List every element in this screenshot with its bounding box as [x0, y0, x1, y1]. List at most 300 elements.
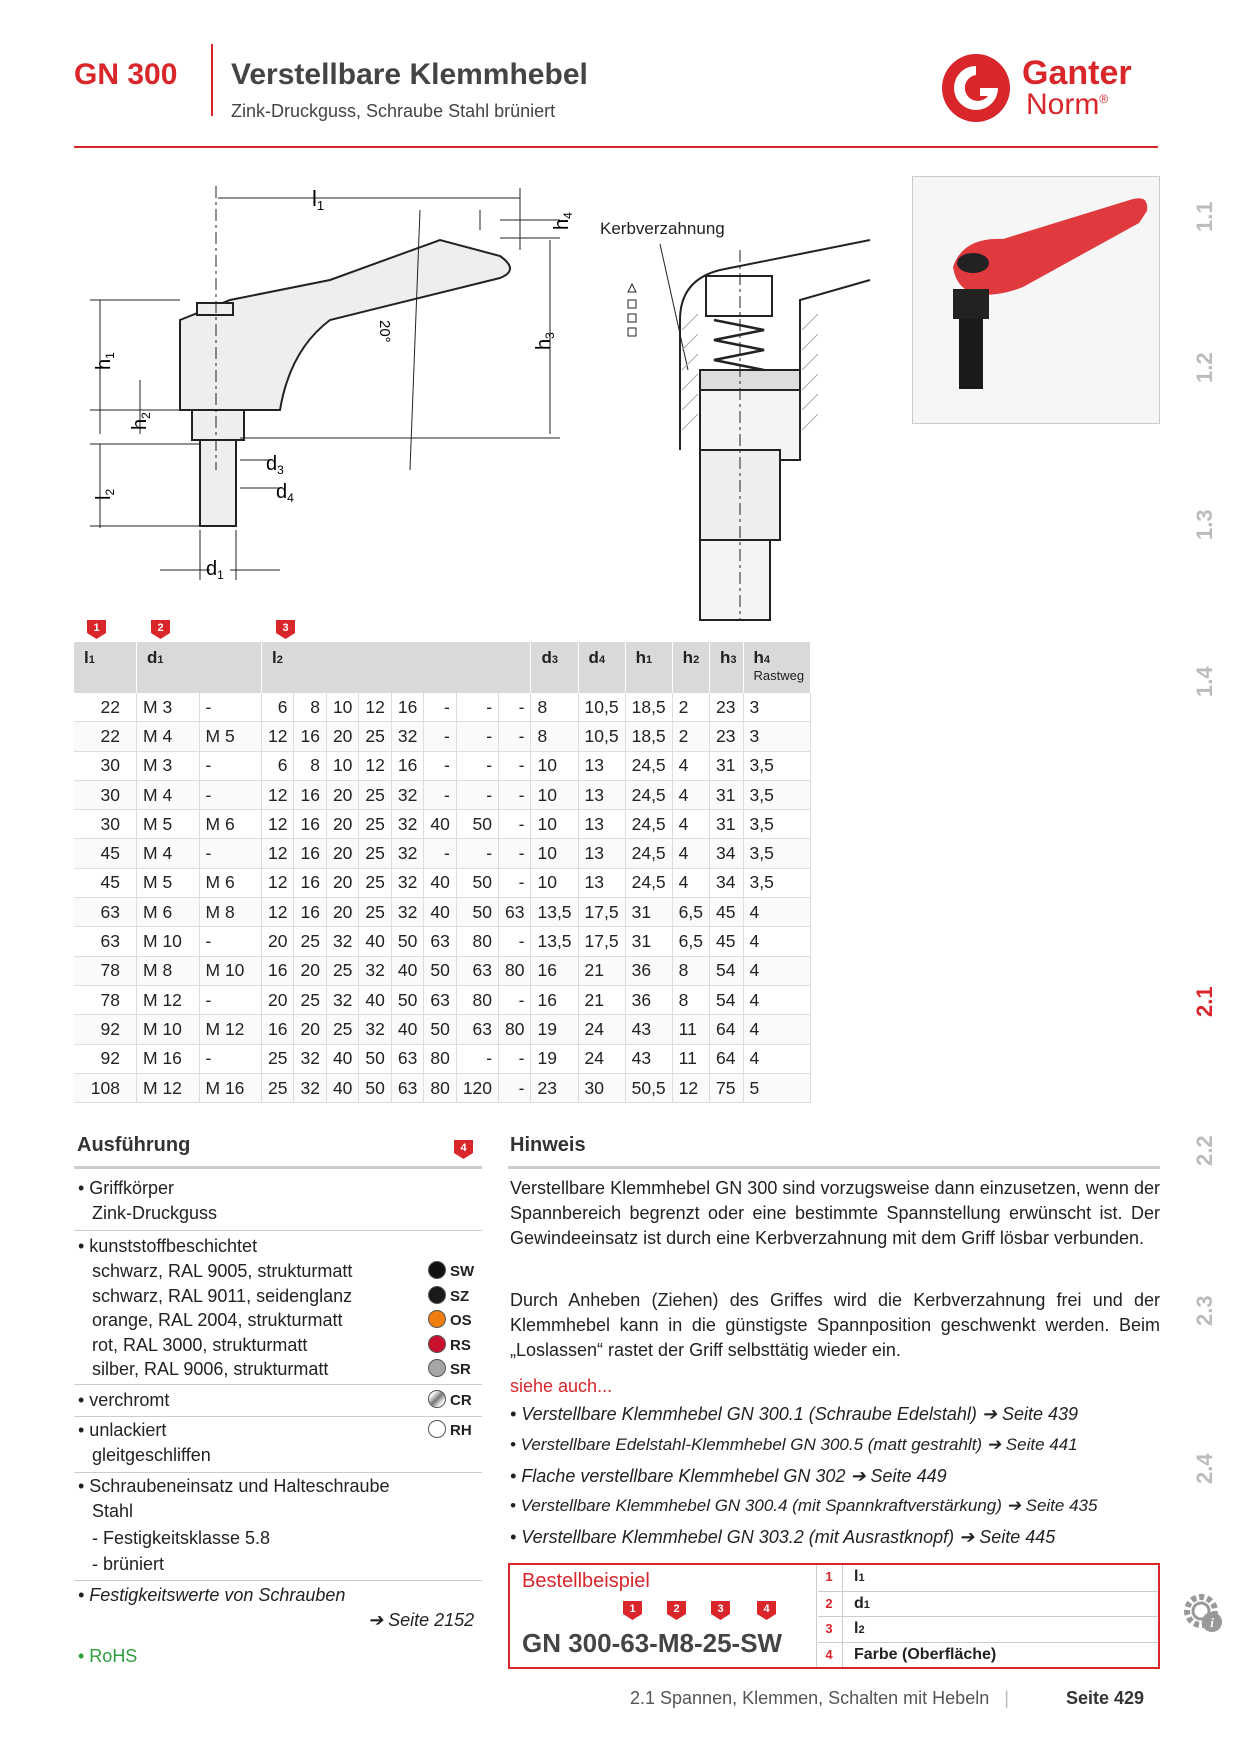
svg-text:h3: $h_3$: [533, 332, 557, 350]
table-cell: 108: [74, 1073, 137, 1102]
legend-number: 2: [825, 1595, 833, 1611]
table-cell: 4: [672, 810, 709, 839]
table-cell: 54: [710, 985, 744, 1014]
table-cell: 32: [326, 985, 358, 1014]
tab-2-2[interactable]: 2.2: [1192, 1135, 1217, 1167]
see-also-link[interactable]: • Flache verstellbare Klemmhebel GN 302 ➔ Seite 449: [510, 1466, 947, 1486]
table-cell: -: [499, 1073, 531, 1102]
table-cell: 25: [359, 722, 391, 751]
order-legend-row: [818, 1642, 1158, 1668]
table-cell: 31: [710, 751, 744, 780]
table-cell: 32: [359, 1015, 391, 1044]
table-cell: 50: [424, 956, 456, 985]
table-cell: 6,5: [672, 898, 709, 927]
table-cell: 40: [424, 868, 456, 897]
table-cell: 10: [531, 839, 578, 868]
rohs-item: • RoHS: [78, 1646, 138, 1666]
hinweis-heading: Hinweis: [510, 1134, 586, 1156]
table-cell: -: [424, 751, 456, 780]
table-cell: 63: [499, 898, 531, 927]
table-cell: M 3: [137, 693, 200, 722]
table-cell: 4: [672, 751, 709, 780]
table-cell: 43: [625, 1015, 672, 1044]
table-cell: 25: [326, 956, 358, 985]
table-cell: M 10: [199, 956, 262, 985]
table-cell: -: [456, 780, 498, 809]
color-dot-icon: [428, 1335, 446, 1353]
table-cell: 16: [262, 1015, 294, 1044]
table-row: [74, 780, 811, 809]
table-cell: 22: [74, 693, 137, 722]
color-code: SR: [450, 1361, 471, 1378]
table-cell: 25: [359, 780, 391, 809]
table-cell: 24: [578, 1015, 625, 1044]
table-cell: 80: [424, 1044, 456, 1073]
marker-1: 1: [87, 620, 106, 639]
raw-dot-icon: [428, 1420, 446, 1438]
tab-2-4[interactable]: 2.4: [1192, 1453, 1217, 1485]
color-dot-icon: [428, 1286, 446, 1304]
table-cell: 25: [262, 1044, 294, 1073]
table-cell: 63: [456, 1015, 498, 1044]
lever-dimension-drawing: [80, 170, 575, 590]
table-cell: -: [499, 810, 531, 839]
table-cell: -: [499, 868, 531, 897]
table-cell: 31: [710, 780, 744, 809]
table-cell: 25: [359, 898, 391, 927]
table-cell: 25: [262, 1073, 294, 1102]
table-cell: 13,5: [531, 927, 578, 956]
color-option-text: silber, RAL 9006, strukturmatt: [92, 1359, 329, 1379]
svg-text:Kerbverzahnung: Kerbverzahnung: [600, 219, 725, 238]
table-cell: 3,5: [743, 780, 811, 809]
table-cell: 8: [294, 751, 326, 780]
tab-1-1[interactable]: 1.1: [1192, 201, 1217, 233]
table-header-row: [74, 642, 811, 693]
table-cell: 24,5: [625, 868, 672, 897]
table-cell: 40: [424, 810, 456, 839]
th-h1: h1: [625, 642, 672, 693]
table-cell: 40: [391, 956, 423, 985]
color-code-chip: [428, 1286, 469, 1305]
table-cell: 45: [74, 868, 137, 897]
table-cell: 36: [625, 956, 672, 985]
logo-text-norm: Norm®: [1026, 88, 1109, 121]
table-cell: 50: [391, 927, 423, 956]
table-cell: M 10: [137, 1015, 200, 1044]
table-cell: 54: [710, 956, 744, 985]
order-marker-4: 4: [757, 1601, 776, 1620]
table-cell: 12: [359, 693, 391, 722]
table-cell: 50: [424, 1015, 456, 1044]
table-cell: 50,5: [625, 1073, 672, 1102]
schraube-material: Stahl: [92, 1501, 134, 1521]
table-cell: 16: [391, 751, 423, 780]
table-cell: 32: [294, 1073, 326, 1102]
table-cell: 12: [262, 898, 294, 927]
table-cell: 50: [456, 898, 498, 927]
table-cell: -: [456, 693, 498, 722]
svg-text:d1: $d_1$: [206, 558, 224, 582]
table-row: [74, 1073, 811, 1102]
color-option-text: schwarz, RAL 9011, seidenglanz: [92, 1285, 353, 1306]
table-cell: 10,5: [578, 722, 625, 751]
unlack-item: • unlackiert: [78, 1420, 167, 1440]
table-cell: 16: [391, 693, 423, 722]
table-cell: 23: [710, 722, 744, 751]
order-marker-2: 2: [667, 1601, 686, 1620]
table-cell: M 5: [137, 868, 200, 897]
ausfuehrung-heading: Ausführung: [77, 1134, 191, 1156]
table-cell: 11: [672, 1015, 709, 1044]
table-cell: 75: [710, 1073, 744, 1102]
table-cell: 13: [578, 839, 625, 868]
table-cell: 25: [294, 927, 326, 956]
table-cell: -: [199, 780, 262, 809]
table-cell: -: [424, 780, 456, 809]
table-cell: 25: [359, 839, 391, 868]
table-cell: 40: [424, 898, 456, 927]
separator: [74, 1384, 482, 1385]
table-cell: 40: [326, 1044, 358, 1073]
order-marker-1: 1: [623, 1601, 642, 1620]
see-also-link[interactable]: • Verstellbare Klemmhebel GN 300.1 (Schraube Edelstahl) ➔ Seite 439: [510, 1404, 1079, 1424]
table-cell: M 12: [137, 985, 200, 1014]
table-cell: 10: [531, 810, 578, 839]
table-cell: 23: [710, 693, 744, 722]
code-cr: CR: [428, 1390, 472, 1409]
dimension-table: [74, 642, 811, 1103]
table-cell: 12: [262, 780, 294, 809]
table-cell: M 4: [137, 839, 200, 868]
svg-text:h1: $h_1$: [93, 352, 117, 370]
table-cell: 50: [391, 985, 423, 1014]
table-cell: 12: [262, 722, 294, 751]
table-cell: 32: [359, 956, 391, 985]
table-cell: M 6: [199, 810, 262, 839]
table-cell: 31: [625, 898, 672, 927]
product-photo: [912, 176, 1160, 424]
table-cell: -: [499, 780, 531, 809]
table-cell: M 4: [137, 722, 200, 751]
table-cell: -: [424, 693, 456, 722]
table-cell: 3: [743, 722, 811, 751]
order-marker-3: 3: [711, 1601, 730, 1620]
table-cell: -: [456, 722, 498, 751]
table-cell: 4: [672, 868, 709, 897]
table-cell: 78: [74, 985, 137, 1014]
table-cell: 45: [710, 898, 744, 927]
table-cell: 32: [326, 927, 358, 956]
table-cell: 63: [74, 898, 137, 927]
table-cell: -: [456, 751, 498, 780]
tab-2-3[interactable]: 2.3: [1192, 1295, 1217, 1327]
separator: [74, 1416, 482, 1417]
table-cell: 63: [424, 927, 456, 956]
table-cell: 16: [294, 898, 326, 927]
table-cell: 13: [578, 810, 625, 839]
table-cell: 25: [294, 985, 326, 1014]
chrome-dot-icon: [428, 1390, 446, 1408]
table-cell: -: [199, 985, 262, 1014]
table-cell: 40: [326, 1073, 358, 1102]
table-cell: 50: [456, 810, 498, 839]
table-cell: 17,5: [578, 898, 625, 927]
table-cell: 11: [672, 1044, 709, 1073]
see-also-link[interactable]: • Verstellbare Klemmhebel GN 303.2 (mit Ausrastknopf) ➔ Seite 445: [510, 1527, 1056, 1547]
table-cell: 4: [743, 1015, 811, 1044]
table-cell: 10: [531, 780, 578, 809]
table-cell: 18,5: [625, 693, 672, 722]
order-legend-row: [818, 1591, 1158, 1617]
table-cell: 50: [456, 868, 498, 897]
color-code-chip: [428, 1359, 471, 1378]
table-cell: 63: [391, 1073, 423, 1102]
table-cell: 23: [531, 1073, 578, 1102]
table-row: [74, 722, 811, 751]
festigkeitswerte-link[interactable]: • Festigkeitswerte von Schrauben: [78, 1585, 346, 1605]
table-cell: -: [499, 985, 531, 1014]
table-cell: M 6: [199, 868, 262, 897]
tab-1-4[interactable]: 1.4: [1192, 666, 1217, 698]
th-h2: h2: [672, 642, 709, 693]
legend-number: 3: [825, 1621, 833, 1636]
ganter-logo-icon: [940, 52, 1012, 124]
color-dot-icon: [428, 1261, 446, 1279]
table-cell: M 6: [137, 898, 200, 927]
th-d4: d4: [578, 642, 625, 693]
color-code-chip: [428, 1335, 471, 1354]
table-cell: 20: [326, 898, 358, 927]
svg-text:l1: l1: [312, 186, 325, 213]
table-cell: -: [199, 693, 262, 722]
order-legend-divider: [816, 1565, 817, 1667]
gear-info-icon[interactable]: [1180, 1590, 1226, 1636]
table-cell: -: [424, 839, 456, 868]
see-also-link[interactable]: • Verstellbare Klemmhebel GN 300.4 (mit Spannkraftverstärkung) ➔ Seite 435: [510, 1496, 1098, 1515]
festigkeitsklasse: - Festigkeitsklasse 5.8: [92, 1528, 271, 1548]
table-cell: 16: [262, 956, 294, 985]
tab-1-2[interactable]: 1.2: [1192, 352, 1217, 384]
table-cell: 3,5: [743, 810, 811, 839]
table-row: [74, 1044, 811, 1073]
see-also-link[interactable]: • Verstellbare Edelstahl-Klemmhebel GN 300.5 (matt gestrahlt) ➔ Seite 441: [510, 1435, 1078, 1454]
color-code-chip: [428, 1310, 472, 1329]
legend-text: l1: [854, 1568, 865, 1585]
table-cell: M 16: [137, 1044, 200, 1073]
table-cell: 24,5: [625, 751, 672, 780]
marker-3: 3: [276, 620, 295, 639]
color-code: OS: [450, 1312, 472, 1329]
order-example-label: Bestellbeispiel: [522, 1570, 650, 1592]
table-cell: 80: [424, 1073, 456, 1102]
th-d3: d3: [531, 642, 578, 693]
table-cell: 4: [743, 956, 811, 985]
festigkeitswerte-page[interactable]: ➔ Seite 2152: [368, 1610, 475, 1630]
legend-text: d1: [854, 1594, 870, 1612]
table-cell: 16: [531, 985, 578, 1014]
table-cell: 40: [391, 1015, 423, 1044]
table-cell: 64: [710, 1015, 744, 1044]
table-cell: M 12: [199, 1015, 262, 1044]
table-cell: 32: [391, 839, 423, 868]
code-rh: RH: [428, 1420, 472, 1439]
table-row: [74, 927, 811, 956]
table-cell: 50: [359, 1073, 391, 1102]
table-cell: 16: [294, 780, 326, 809]
product-code: GN 300: [74, 58, 178, 91]
svg-text:d4: $d_4$: [276, 481, 294, 505]
table-cell: 16: [531, 956, 578, 985]
color-option-text: orange, RAL 2004, strukturmatt: [92, 1310, 343, 1330]
table-cell: 2: [672, 693, 709, 722]
tab-1-3[interactable]: 1.3: [1192, 509, 1217, 541]
th-l1: l1: [74, 642, 137, 693]
table-cell: -: [424, 722, 456, 751]
table-cell: 6: [262, 693, 294, 722]
th-h4: h4 Rastweg: [743, 642, 811, 693]
brueniert: - brüniert: [92, 1554, 165, 1574]
table-cell: M 5: [199, 722, 262, 751]
table-cell: M 12: [137, 1073, 200, 1102]
svg-text:h2: $h_2$: [129, 412, 153, 430]
table-cell: 13: [578, 780, 625, 809]
hinweis-rule: [508, 1166, 1160, 1169]
table-cell: -: [199, 751, 262, 780]
table-row: [74, 839, 811, 868]
table-cell: 32: [391, 810, 423, 839]
legend-text: l2: [854, 1620, 865, 1637]
table-cell: -: [499, 722, 531, 751]
table-cell: 78: [74, 956, 137, 985]
table-cell: 8: [294, 693, 326, 722]
svg-text:d3: $d_3$: [266, 453, 284, 477]
table-cell: 30: [578, 1073, 625, 1102]
separator: [74, 1230, 482, 1231]
separator: [74, 1472, 482, 1473]
table-cell: 12: [359, 751, 391, 780]
ausfuehrung-rule: [74, 1166, 482, 1169]
table-cell: 25: [359, 810, 391, 839]
table-cell: 30: [74, 751, 137, 780]
table-cell: 20: [326, 810, 358, 839]
table-cell: 3: [743, 693, 811, 722]
table-row: [74, 868, 811, 897]
table-cell: 20: [262, 927, 294, 956]
hinweis-paragraph-1: Verstellbare Klemmhebel GN 300 sind vorzugsweise dann einzusetzen, wenn der Spannbereich begrenzt oder eine bestimmte Spannstellung erwünscht ist. Der Gewindeeinsatz ist durch eine Kerbverzahnung mit dem Griff lösbar verbunden.: [510, 1178, 1160, 1248]
table-cell: 13: [578, 868, 625, 897]
marker-2: 2: [151, 620, 170, 639]
footer-section-text: 2.1 Spannen, Klemmen, Schalten mit Hebeln |: [630, 1688, 1009, 1708]
tab-2-1[interactable]: 2.1: [1192, 986, 1217, 1018]
svg-text:l2: $l_2$: [93, 488, 117, 500]
table-cell: 4: [743, 985, 811, 1014]
table-cell: 10: [531, 751, 578, 780]
table-cell: 24: [578, 1044, 625, 1073]
table-cell: -: [499, 751, 531, 780]
table-cell: 3,5: [743, 868, 811, 897]
color-code-chip: [428, 1261, 474, 1280]
table-cell: 80: [456, 985, 498, 1014]
table-cell: 25: [359, 868, 391, 897]
table-cell: -: [456, 839, 498, 868]
table-cell: -: [199, 839, 262, 868]
table-cell: M 3: [137, 751, 200, 780]
table-cell: 32: [391, 722, 423, 751]
table-cell: 50: [359, 1044, 391, 1073]
table-cell: 25: [326, 1015, 358, 1044]
table-cell: 30: [74, 810, 137, 839]
th-h3: h3: [710, 642, 744, 693]
color-code: RS: [450, 1336, 471, 1354]
legend-number: 4: [825, 1646, 833, 1662]
table-cell: 8: [672, 956, 709, 985]
table-cell: 10: [531, 868, 578, 897]
table-cell: 32: [294, 1044, 326, 1073]
table-cell: 16: [294, 810, 326, 839]
hinweis-paragraph-2: Durch Anheben (Ziehen) des Griffes wird die Kerbverzahnung frei und der Klemmhebel kann in die günstigste Spannposition geschwenkt werden. Beim „Loslassen“ rastet der Griff selbsttätig wieder ein.: [510, 1290, 1160, 1360]
table-cell: -: [456, 1044, 498, 1073]
table-row: [74, 956, 811, 985]
table-cell: 80: [499, 1015, 531, 1044]
table-cell: 63: [424, 985, 456, 1014]
table-row: [74, 1015, 811, 1044]
table-cell: 19: [531, 1015, 578, 1044]
table-cell: 32: [391, 780, 423, 809]
table-cell: 80: [456, 927, 498, 956]
table-cell: 17,5: [578, 927, 625, 956]
table-cell: 4: [672, 839, 709, 868]
table-cell: 34: [710, 868, 744, 897]
table-cell: 13: [578, 751, 625, 780]
table-cell: 21: [578, 985, 625, 1014]
header-divider: [211, 44, 213, 116]
table-cell: 8: [672, 985, 709, 1014]
table-cell: 3,5: [743, 751, 811, 780]
separator: [74, 1580, 482, 1581]
table-row: [74, 985, 811, 1014]
marker-4: 4: [454, 1140, 473, 1159]
table-cell: 12: [262, 868, 294, 897]
table-cell: 24,5: [625, 780, 672, 809]
header-rule: [74, 146, 1158, 148]
table-cell: 2: [672, 722, 709, 751]
table-cell: 20: [326, 780, 358, 809]
table-cell: 80: [499, 956, 531, 985]
table-cell: 20: [294, 956, 326, 985]
table-cell: 18,5: [625, 722, 672, 751]
griff-material: Zink-Druckguss: [92, 1203, 218, 1223]
table-cell: 36: [625, 985, 672, 1014]
order-legend-row: [818, 1565, 1158, 1590]
table-cell: 63: [456, 956, 498, 985]
table-cell: 45: [710, 927, 744, 956]
table-body: [74, 693, 811, 1103]
table-cell: 20: [326, 868, 358, 897]
legend-number: 1: [825, 1569, 833, 1584]
table-cell: 5: [743, 1073, 811, 1102]
schraube-item: • Schraubeneinsatz und Halteschraube: [78, 1476, 390, 1496]
table-cell: 12: [262, 810, 294, 839]
svg-text:h4: $h_4$: [551, 212, 575, 230]
table-row: [74, 751, 811, 780]
table-cell: 40: [359, 927, 391, 956]
table-cell: M 10: [137, 927, 200, 956]
table-cell: 64: [710, 1044, 744, 1073]
color-option-text: schwarz, RAL 9005, strukturmatt: [92, 1261, 353, 1281]
table-cell: 20: [294, 1015, 326, 1044]
table-cell: 21: [578, 956, 625, 985]
